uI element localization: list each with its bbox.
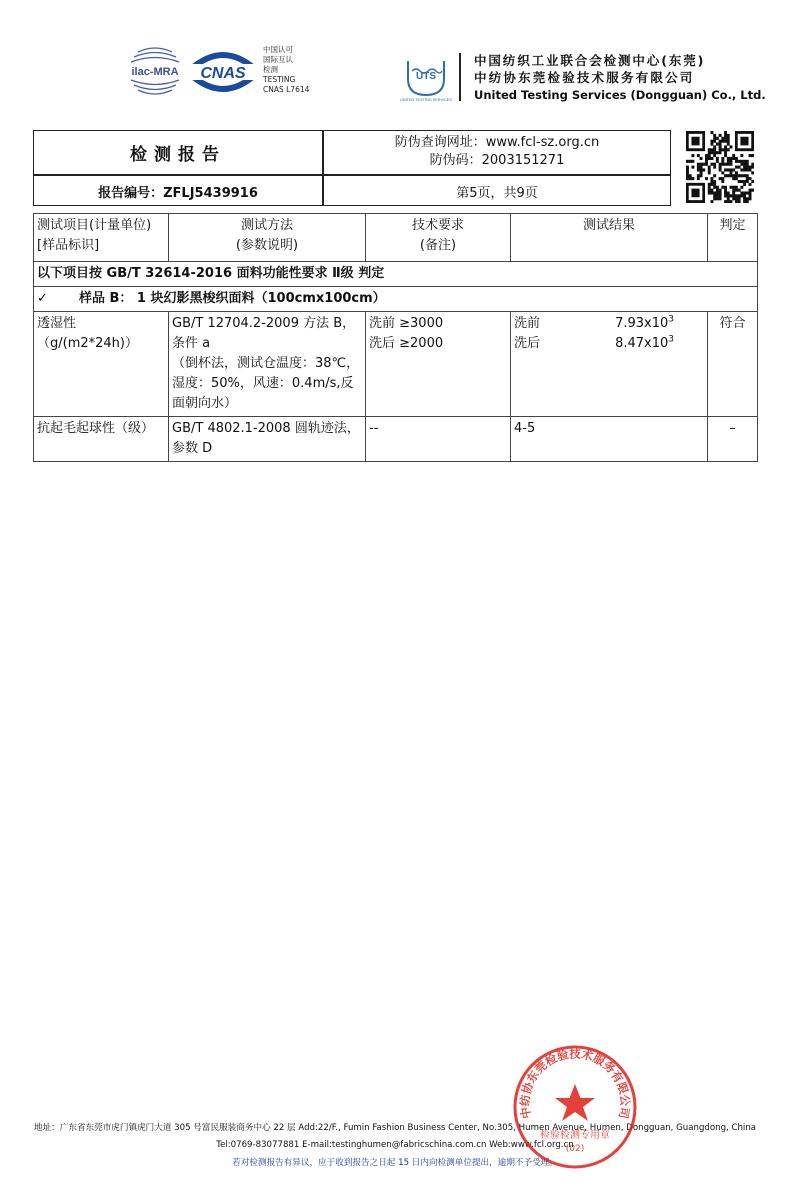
result-exponent: 3	[668, 314, 674, 325]
report-info-box	[33, 130, 671, 206]
sample-label: 样品 B： 1 块幻影黑梭织面料（100cmx100cm）	[78, 291, 386, 306]
uts-letters: UTS	[416, 71, 436, 82]
official-seal	[512, 1044, 638, 1170]
header-divider	[459, 53, 461, 101]
requirement-line: 洗前 ≥3000	[369, 316, 444, 331]
result-cell: 4-5	[511, 417, 708, 462]
result-line	[514, 314, 704, 334]
header-req-line1: 技术要求	[411, 218, 464, 233]
verdict-cell: –	[708, 417, 758, 462]
method-line: 面朝向水）	[172, 396, 238, 411]
header-result: 测试结果	[511, 214, 708, 262]
footer-notice: 若对检测报告有异议，应于收到报告之日起 15 日内向检测单位提出，逾期不予受理。	[232, 1158, 558, 1168]
cnas-line: 中国认可	[263, 45, 293, 54]
report-title: 检测报告	[130, 145, 226, 165]
header-method-line2: (参数说明)	[235, 238, 299, 253]
verdict-cell: 符合	[708, 312, 758, 417]
table-header-row	[34, 214, 758, 262]
item-cell: 透湿性（g/(m2*24h)）	[34, 312, 169, 417]
result-value: $7.93x10^3$	[615, 314, 674, 331]
cnas-line: TESTING	[263, 75, 296, 84]
requirement-cell: --	[366, 417, 511, 462]
verify-code: 防伪码：2003151271	[429, 153, 565, 168]
cnas-accreditation-text	[263, 45, 309, 95]
uts-logo	[400, 49, 452, 103]
qr-code[interactable]	[686, 131, 754, 203]
result-label: 洗前	[514, 316, 541, 331]
requirement-cell	[366, 312, 511, 417]
company-name-block	[474, 52, 766, 104]
method-line: 参数 D	[172, 441, 213, 456]
company-name-cn-2: 中纺协东莞检验技术服务有限公司	[474, 70, 695, 85]
method-cell	[169, 312, 366, 417]
sample-row	[34, 287, 758, 312]
method-line: 条件 a	[172, 336, 211, 351]
header-verdict: 判定	[708, 214, 758, 262]
page-info: 第5页，共9页	[456, 185, 538, 201]
header-method-line1: 测试方法	[240, 218, 293, 233]
method-line: （倒杯法，测试仓温度：38℃，	[172, 356, 360, 371]
method-line: GB/T 12704.2-2009 方法 B，	[172, 316, 356, 331]
test-results-table	[33, 213, 758, 462]
cnas-line: 检测	[263, 65, 278, 74]
cnas-logo	[186, 44, 260, 100]
standard-group-title: 以下项目按 GB/T 32614-2016 面料功能性要求 Ⅱ级 判定	[34, 262, 758, 287]
header-method	[169, 214, 366, 262]
result-cell	[511, 312, 708, 417]
result-line	[514, 334, 704, 354]
requirement-line: 洗后 ≥2000	[369, 336, 444, 351]
cnas-line: 国际互认	[263, 55, 293, 64]
header-item	[34, 214, 169, 262]
verify-url[interactable]: 防伪查询网址：www.fcl-sz.org.cn	[394, 135, 600, 150]
result-label: 洗后	[514, 336, 541, 351]
ilac-mra-text: ilac-MRA	[131, 66, 179, 78]
method-cell	[169, 417, 366, 462]
result-exponent: 3	[668, 334, 674, 345]
company-name-cn-1: 中国纺织工业联合会检测中心(东莞)	[474, 53, 706, 68]
footer-address: 地址：广东省东莞市虎门镇虎门大道 305 号富民服装商务中心 22 层 Add:22/F., Fumin Fashion Business Center, No.305, Humen Avenue, Humen, Dongguan, Guangdong, China	[33, 1123, 757, 1133]
header-req-line2: (备注)	[419, 238, 457, 253]
sample-cell	[34, 287, 758, 312]
report-number: 报告编号：ZFLJ5439916	[98, 185, 258, 201]
footer-contact: Tel:0769-83077881 E-mail:testinghumen@fabricschina.com.cn Web:www.fcl.org.cn	[216, 1140, 574, 1150]
seal-code: (02)	[565, 1144, 585, 1154]
cnas-line: CNAS L7614	[263, 85, 310, 94]
check-icon: ✓	[37, 291, 48, 306]
method-line: GB/T 4802.1-2008 圆轨迹法，	[172, 421, 360, 436]
result-value: $8.47x10^3$	[615, 334, 674, 351]
table-row	[34, 312, 758, 417]
anti-fake-info	[324, 134, 670, 170]
standard-group-row	[34, 262, 758, 287]
method-line: 湿度：50%，风速：0.4m/s,反	[172, 376, 354, 391]
company-name-en: United Testing Services (Dongguan) Co., Ltd.	[474, 88, 766, 102]
seal-ring-text: 中纺协东莞检验技术服务有限公司	[517, 1046, 633, 1120]
seal-inner-text: 检验检测专用章	[540, 1130, 610, 1141]
cnas-text: CNAS	[200, 65, 246, 82]
uts-subtext: UNITED TESTING SERVICES	[400, 98, 452, 102]
ilac-mra-logo	[124, 42, 186, 100]
header-requirement	[366, 214, 511, 262]
header-item-line1: 测试项目(计量单位)	[37, 218, 152, 233]
item-cell: 抗起毛起球性（级）	[34, 417, 169, 462]
header-item-line2: [样品标识]	[37, 238, 100, 253]
table-row	[34, 417, 758, 462]
